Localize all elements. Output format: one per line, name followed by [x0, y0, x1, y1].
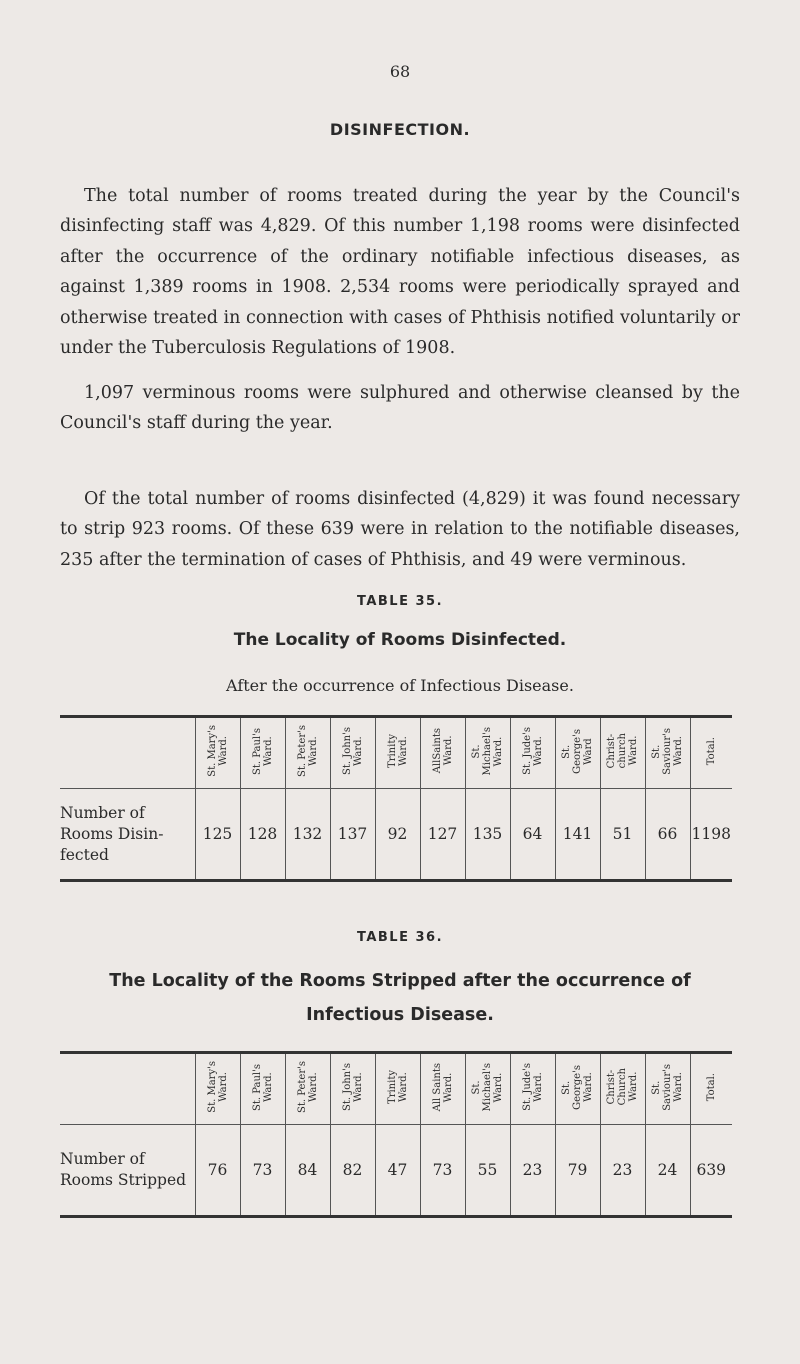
column-header [285, 717, 330, 789]
table-36 [60, 1051, 732, 1218]
column-header [195, 717, 240, 789]
column-header-text: Trinity Ward. [386, 734, 409, 768]
column-header-text: St. George's Ward. [561, 1064, 594, 1110]
column-header-text: St. Mary's Ward. [206, 1061, 229, 1113]
table-36-label: TABLE 36. [356, 930, 444, 945]
column-header-text: St. Jude's Ward. [521, 1063, 544, 1111]
column-header [690, 717, 732, 789]
column-header-text: St. Paul's Ward. [251, 727, 274, 775]
table-cell: 135 [465, 789, 510, 881]
table-row [60, 789, 732, 881]
column-header-text: Christ- church Ward. [606, 733, 639, 769]
page-number: 68 [389, 62, 411, 81]
table-cell: 76 [195, 1125, 240, 1217]
table-header-row [60, 717, 732, 789]
table-36-title [0, 964, 800, 1032]
table-cell: 55 [465, 1125, 510, 1217]
section-title: DISINFECTION. [329, 120, 471, 139]
column-header [645, 717, 690, 789]
table-cell-total: 639 [690, 1125, 732, 1217]
column-header [240, 717, 285, 789]
table-cell: 73 [420, 1125, 465, 1217]
column-header [645, 1053, 690, 1125]
table-cell: 125 [195, 789, 240, 881]
table-cell-total: 1198 [690, 789, 732, 881]
column-header [600, 717, 645, 789]
table-cell: 64 [510, 789, 555, 881]
table-cell: 79 [555, 1125, 600, 1217]
column-header-text: St. Michael's Ward. [471, 726, 504, 776]
column-header-text: Total. [705, 1072, 717, 1102]
table-cell: 23 [510, 1125, 555, 1217]
column-header [555, 1053, 600, 1125]
row-label: Number of Rooms Stripped [60, 1150, 187, 1189]
column-header [330, 1053, 375, 1125]
column-header [510, 717, 555, 789]
column-header-text: Total. [705, 736, 717, 766]
column-header [555, 717, 600, 789]
column-header [240, 1053, 285, 1125]
table-cell: 23 [600, 1125, 645, 1217]
column-header [420, 717, 465, 789]
table-cell: 141 [555, 789, 600, 881]
column-header-text: St. Michael's Ward. [471, 1062, 504, 1112]
column-header-text: St. Peter's Ward. [296, 724, 319, 778]
table-cell: 137 [330, 789, 375, 881]
column-header-text: St. George's Ward [561, 728, 594, 774]
table-cell: 128 [240, 789, 285, 881]
table-cell: 51 [600, 789, 645, 881]
column-header-text: All Saints Ward. [431, 1062, 454, 1112]
column-header-text: St. Saviour's Ward. [651, 1063, 684, 1111]
table-cell: 47 [375, 1125, 420, 1217]
table-35-label: TABLE 35. [356, 594, 444, 609]
paragraph-3: Of the total number of rooms disinfected (4,829) it was found necessary to strip 923 rooms. Of these 639 were in relation to the notifiable diseases, 235 after the termination of cases of Phthisis, and 49 were verminous. [60, 488, 740, 570]
table-cell: 82 [330, 1125, 375, 1217]
column-header-text: St. Jude's Ward. [521, 727, 544, 775]
table-35 [60, 715, 732, 882]
table-36-title-text: The Locality of the Rooms Stripped after the occurrence of Infectious Disease. [109, 971, 691, 1025]
row-label: Number of Rooms Disin-fected [60, 803, 164, 864]
column-header [690, 1053, 732, 1125]
column-header-text: St. Saviour's Ward. [651, 727, 684, 775]
table-35-subtitle: After the occurrence of Infectious Disease. [226, 676, 574, 695]
paragraph-1: The total number of rooms treated during the year by the Council's disinfecting staff was 4,829. Of this number 1,198 rooms were disinfected after the occurrence of the ordinary notifiable infectious diseases, as against 1,389 rooms in 1908. 2,534 rooms were periodically sprayed and otherwise treated in connection with cases of Phthisis notified voluntarily or under the Tuberculosis Regulations of 1908. [60, 185, 740, 358]
table-35-title: The Locality of Rooms Disinfected. [233, 630, 567, 650]
column-header-text: Christ- Church Ward. [606, 1068, 639, 1106]
column-header [375, 717, 420, 789]
column-header-text: AllSaints Ward. [431, 728, 454, 774]
column-header [600, 1053, 645, 1125]
column-header [465, 717, 510, 789]
column-header [465, 1053, 510, 1125]
table-cell: 84 [285, 1125, 330, 1217]
column-header-text: Trinity Ward. [386, 1070, 409, 1104]
table-cell: 92 [375, 789, 420, 881]
column-header-text: St. Peter's Ward. [296, 1060, 319, 1114]
column-header [285, 1053, 330, 1125]
table-cell: 127 [420, 789, 465, 881]
column-header [375, 1053, 420, 1125]
column-header [195, 1053, 240, 1125]
header-blank [60, 1053, 195, 1125]
column-header [330, 717, 375, 789]
column-header [510, 1053, 555, 1125]
table-cell: 73 [240, 1125, 285, 1217]
paragraph-2: 1,097 verminous rooms were sulphured and otherwise cleansed by the Council's staff during the year. [60, 382, 740, 433]
table-cell: 24 [645, 1125, 690, 1217]
table-row [60, 1125, 732, 1217]
column-header-text: St. John's Ward. [341, 1062, 364, 1112]
column-header-text: St. John's Ward. [341, 726, 364, 776]
column-header [420, 1053, 465, 1125]
table-header-row [60, 1053, 732, 1125]
column-header-text: St. Paul's Ward. [251, 1063, 274, 1111]
header-blank [60, 717, 195, 789]
table-cell: 132 [285, 789, 330, 881]
column-header-text: St. Mary's Ward. [206, 725, 229, 777]
table-cell: 66 [645, 789, 690, 881]
